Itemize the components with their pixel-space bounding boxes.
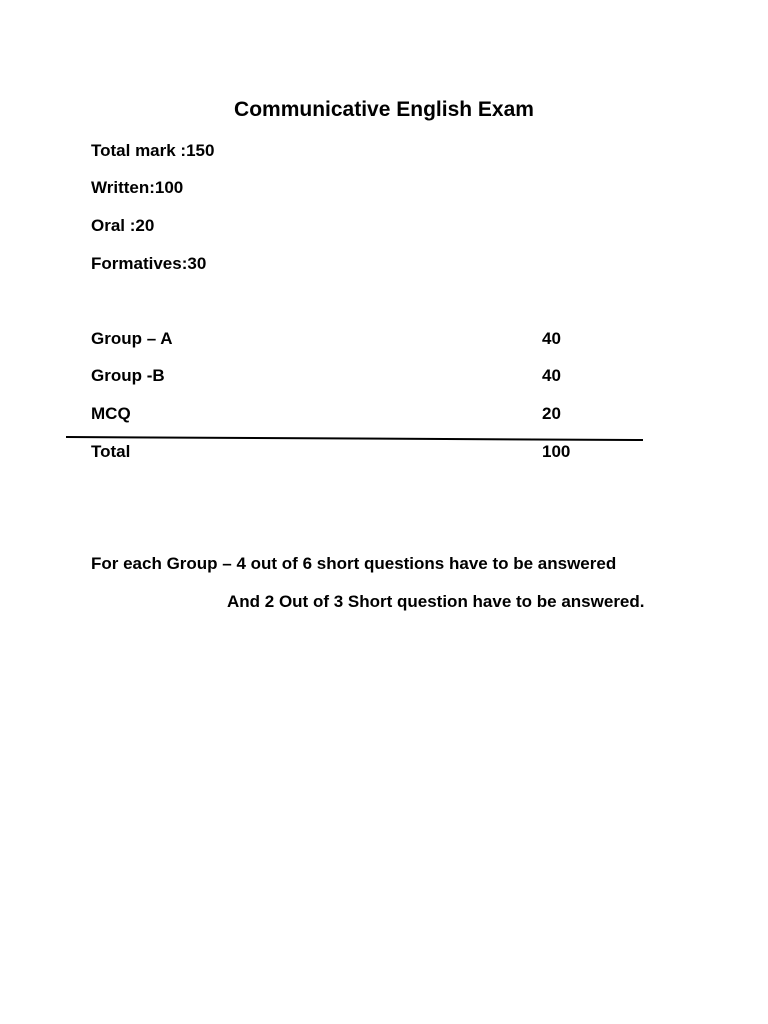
total-label: Total [91,442,131,461]
row-value: 20 [542,404,561,423]
row-label: Group -B [91,366,165,385]
marks-row-mcq [91,403,611,425]
total-value: 100 [542,442,571,461]
written-mark-line: Written:100 [91,178,184,197]
instruction-note-1: For each Group – 4 out of 6 short questions have to be answered [91,554,617,573]
row-value: 40 [542,329,561,348]
marks-row-group-a [91,328,611,350]
row-label: Group – A [91,329,173,348]
formatives-mark-line: Formatives:30 [91,254,207,273]
row-label: MCQ [91,404,131,423]
row-value: 40 [542,366,561,385]
instruction-note-2: And 2 Out of 3 Short question have to be answered. [227,592,645,611]
marks-row-group-b [91,365,611,387]
total-mark-line: Total mark :150 [91,141,215,160]
marks-row-total [91,441,611,463]
oral-mark-line: Oral :20 [91,216,155,235]
page-title: Communicative English Exam [234,98,534,121]
